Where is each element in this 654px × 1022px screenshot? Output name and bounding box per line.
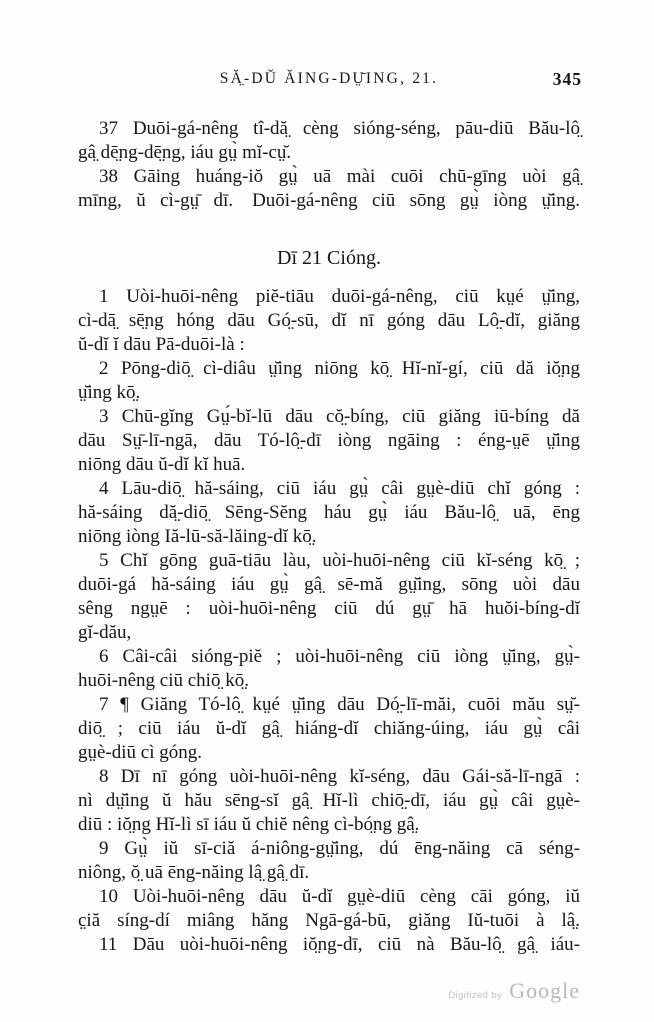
verse-line: mīng, ŭ cì-gṳ̄ dī. Duōi-gá-nêng ciū sōng gṳ̀ iòng ṳ̆ing. xyxy=(78,190,580,211)
verse-38 xyxy=(78,165,580,213)
verse-line: 6 Câi-câi sióng-piĕ ; uòi-huōi-nêng ciū iòng ṳ̆ing, gṳ̀- xyxy=(99,646,580,667)
text-block xyxy=(78,117,580,957)
verse-line: hă-sáing dă̤-diō̤ Sēng-Sĕng háu gṳ̀ iáu Bău-lô̤ uā, ēng xyxy=(78,502,580,523)
verse-9 xyxy=(78,837,580,885)
verse-line: 5 Chĭ gōng guā-tiāu làu, uòi-huōi-nêng ciū kĭ-séng kō̤ ; xyxy=(99,550,580,571)
verse-line: duōi-gá hă-sáing iáu gṳ̀ gâ̤ sē-mă gṳ̆ing, sōng uòi dāu xyxy=(78,574,580,595)
verse-line: 4 Lāu-diō̤ hă-sáing, ciū iáu gṳ̀ câi gṳè-diū chĭ góng : xyxy=(99,478,580,499)
verse-line: gâ̤ dē̤ng-dē̤ng, iáu gṳ̀ mĭ-cṳ̆. xyxy=(78,142,292,163)
verse-7 xyxy=(78,693,580,765)
google-watermark xyxy=(448,978,580,1004)
verse-2 xyxy=(78,357,580,405)
page-number: 345 xyxy=(552,69,582,89)
verse-line: dāu Sṳ̄-lī-ngā, dāu Tó-lô̤-dī iòng ngāing : éng-ṳē ṳ̆ing xyxy=(78,430,580,451)
running-head xyxy=(78,70,580,94)
verse-line: diū : iŏ̤ng Hĭ-lì sī iáu ŭ chiĕ nêng cì-bó̤ng gâ̤. xyxy=(78,814,420,835)
verse-line: ŭ-dĭ ĭ dāu Pā-duōi-là : xyxy=(78,334,245,355)
verse-8 xyxy=(78,765,580,837)
digitized-by-label: Digitized by xyxy=(448,990,503,1001)
verse-line: sêng ngṳē : uòi-huōi-nêng ciū dú gṳ̄ hā huŏi-bíng-dĭ xyxy=(78,598,580,619)
verse-line: gĭ-dău, xyxy=(78,622,132,643)
verse-line: niōng dāu ŭ-dĭ kĭ huā. xyxy=(78,454,246,475)
verse-line: 1 Uòi-huōi-nêng piĕ-tiāu duōi-gá-nêng, ciū kṳé ṳ̆ing, xyxy=(99,286,580,307)
verse-line: 7 ¶ Giăng Tó-lô̤ kṳé ṳ̆ing dāu Dó̤-lī-măi, cuōi mău sṳ̆- xyxy=(99,694,580,715)
verse-10 xyxy=(78,885,580,933)
verse-line: 11 Dāu uòi-huōi-nêng iŏ̤ng-dī, ciū nà Bău-lô̤ gâ̤ iáu- xyxy=(99,934,580,955)
verse-line: 38 Gāing huáng-iŏ gṳ̀ uā mài cuōi chū-gīng uòi gâ̤ xyxy=(99,166,580,187)
verse-line: niōng iòng Iă-lū-să-lăing-dĭ kō̤. xyxy=(78,526,317,547)
verse-line: 3 Chū-gĭng Gṳ́-bĭ-lū dāu cŏ̤-bíng, ciū giăng iū-bíng dă xyxy=(99,406,580,427)
verse-line: 9 Gṳ̀ iŭ sī-ciă á-niông-gṳ̆ing, dú ēng-năing cā séng- xyxy=(99,838,580,859)
verse-line: 2 Pōng-diō̤ cì-diâu ṳ̆ing niōng kō̤ Hĭ-nĭ-gí, ciū dă iŏ̤ng xyxy=(99,358,580,379)
verse-line: huōi-nêng ciū chiō̤ kō̤. xyxy=(78,670,249,691)
verse-5 xyxy=(78,549,580,645)
verse-11 xyxy=(78,933,580,957)
verse-6 xyxy=(78,645,580,693)
verse-line: ṳ̆ing kō̤. xyxy=(78,382,141,403)
verse-line: diō̤ ; ciū iáu ŭ-dĭ gâ̤ hiáng-dĭ chiăng-úing, iáu gṳ̀ câi xyxy=(78,718,580,739)
verse-line: cì-dā̤ sē̤ng hóng dāu Gó̤-sū, dĭ nī góng dāu Lô̤-dĭ, giăng xyxy=(78,310,580,331)
verse-line: 8 Dī nī góng uòi-huōi-nêng kĭ-séng, dāu Gái-să-lī-ngā : xyxy=(99,766,580,787)
verse-line: 37 Duōi-gá-nêng tî-dă̤ cèng sióng-séng, pāu-diū Bău-lô̤ xyxy=(99,118,580,139)
verse-4 xyxy=(78,477,580,549)
verse-1 xyxy=(78,285,580,357)
verse-line: gṳè-diū cì góng. xyxy=(78,742,203,763)
verse-line: nì dṳ̆ing ŭ hău sēng-sĭ gâ̤ Hĭ-lì chiō̤-dī, iáu gṳ̀ câi gṳè- xyxy=(78,790,580,811)
chapter-heading: Dī 21 Cióng. xyxy=(277,247,381,269)
verse-3 xyxy=(78,405,580,477)
verse-line: niông, ŏ̤ uā ēng-năing lâ̤ gâ̤ dī. xyxy=(78,862,310,883)
verse-line: 10 Uòi-huōi-nêng dāu ŭ-dĭ gṳè-diū cèng cāi góng, iŭ xyxy=(99,886,580,907)
google-logo: Google xyxy=(509,978,580,1003)
verse-line: c̤iă síng-dí miâng hăng Ngā-gá-bū, giăng Iŭ-tuōi à lâ̤. xyxy=(78,910,580,931)
verse-37 xyxy=(78,117,580,165)
running-head-title: SĂ̤-DŬ ĂING-DṲ̄ING, 21. xyxy=(219,70,439,87)
